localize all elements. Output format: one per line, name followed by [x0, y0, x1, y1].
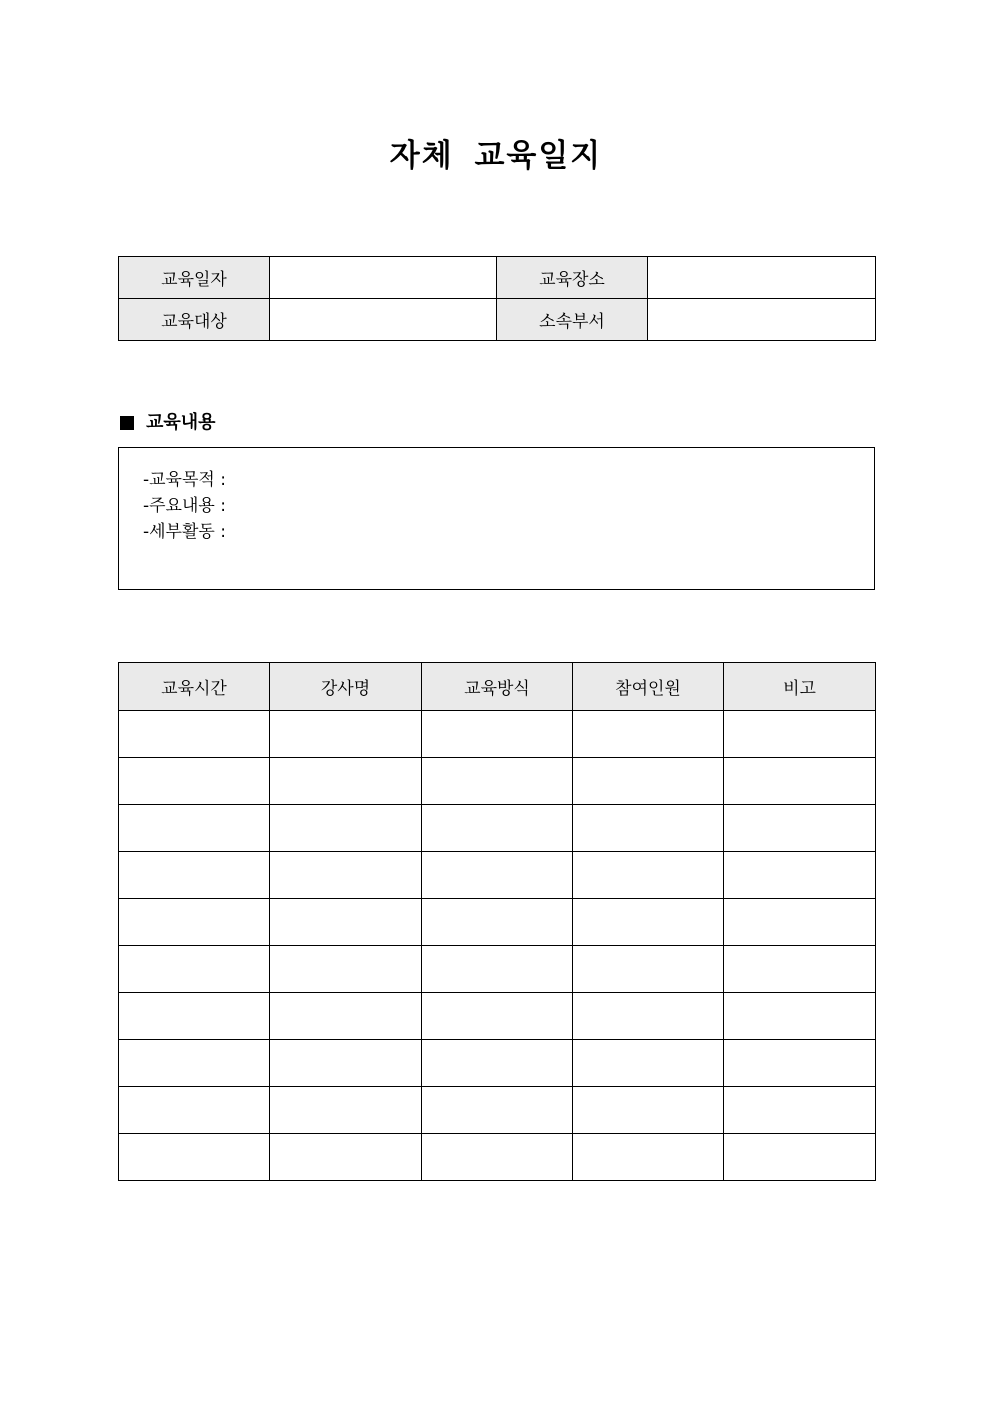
label-education-target: 교육대상 — [119, 299, 270, 341]
content-line-purpose: -교육목적 : — [143, 470, 226, 490]
header-participants: 참여인원 — [573, 663, 724, 711]
content-line-activities: -세부활동 : — [143, 522, 226, 542]
table-cell[interactable] — [724, 1040, 876, 1087]
table-row — [119, 711, 876, 758]
table-cell[interactable] — [573, 1087, 724, 1134]
section-heading — [118, 410, 216, 436]
header-instructor: 강사명 — [270, 663, 422, 711]
table-cell[interactable] — [119, 1134, 270, 1181]
table-cell[interactable] — [573, 852, 724, 899]
table-cell[interactable] — [422, 805, 573, 852]
table-cell[interactable] — [119, 852, 270, 899]
table-cell[interactable] — [422, 852, 573, 899]
table-cell[interactable] — [724, 1087, 876, 1134]
table-row — [119, 805, 876, 852]
info-row — [119, 299, 876, 341]
table-cell[interactable] — [422, 1134, 573, 1181]
table-row — [119, 1040, 876, 1087]
table-cell[interactable] — [724, 993, 876, 1040]
label-education-date: 교육일자 — [119, 257, 270, 299]
table-cell[interactable] — [270, 899, 422, 946]
table-cell[interactable] — [573, 711, 724, 758]
table-cell[interactable] — [119, 805, 270, 852]
field-education-date[interactable] — [270, 257, 497, 299]
label-education-place: 교육장소 — [497, 257, 648, 299]
header-education-time: 교육시간 — [119, 663, 270, 711]
table-cell[interactable] — [119, 993, 270, 1040]
field-department[interactable] — [648, 299, 876, 341]
label-department: 소속부서 — [497, 299, 648, 341]
table-cell[interactable] — [119, 899, 270, 946]
table-cell[interactable] — [270, 852, 422, 899]
schedule-header-row — [119, 663, 876, 711]
table-cell[interactable] — [573, 805, 724, 852]
table-cell[interactable] — [422, 1087, 573, 1134]
table-row — [119, 852, 876, 899]
table-row — [119, 758, 876, 805]
table-cell[interactable] — [573, 946, 724, 993]
table-cell[interactable] — [119, 758, 270, 805]
table-cell[interactable] — [119, 946, 270, 993]
table-cell[interactable] — [422, 711, 573, 758]
table-cell[interactable] — [422, 899, 573, 946]
field-education-place[interactable] — [648, 257, 876, 299]
table-cell[interactable] — [573, 993, 724, 1040]
table-cell[interactable] — [270, 711, 422, 758]
table-cell[interactable] — [270, 805, 422, 852]
header-method: 교육방식 — [422, 663, 573, 711]
info-row — [119, 257, 876, 299]
table-row — [119, 1087, 876, 1134]
table-cell[interactable] — [573, 1134, 724, 1181]
table-cell[interactable] — [119, 1040, 270, 1087]
table-row — [119, 899, 876, 946]
table-cell[interactable] — [270, 993, 422, 1040]
table-cell[interactable] — [573, 758, 724, 805]
table-cell[interactable] — [270, 1087, 422, 1134]
table-cell[interactable] — [724, 758, 876, 805]
info-table — [118, 256, 876, 341]
table-row — [119, 1134, 876, 1181]
table-cell[interactable] — [270, 1040, 422, 1087]
table-cell[interactable] — [724, 805, 876, 852]
table-cell[interactable] — [724, 899, 876, 946]
page-title: 자체 교육일지 — [389, 138, 603, 174]
table-cell[interactable] — [422, 1040, 573, 1087]
table-cell[interactable] — [573, 899, 724, 946]
square-bullet-icon — [120, 416, 134, 430]
table-cell[interactable] — [573, 1040, 724, 1087]
content-line-main: -주요내용 : — [143, 496, 226, 516]
table-cell[interactable] — [270, 946, 422, 993]
schedule-table — [118, 662, 876, 1181]
table-cell[interactable] — [422, 993, 573, 1040]
table-cell[interactable] — [724, 711, 876, 758]
table-cell[interactable] — [270, 758, 422, 805]
table-row — [119, 946, 876, 993]
table-cell[interactable] — [119, 1087, 270, 1134]
education-content-box[interactable] — [118, 447, 875, 590]
table-cell[interactable] — [422, 758, 573, 805]
field-education-target[interactable] — [270, 299, 497, 341]
table-cell[interactable] — [724, 1134, 876, 1181]
section-heading-label: 교육내용 — [146, 412, 216, 433]
table-cell[interactable] — [119, 711, 270, 758]
table-row — [119, 993, 876, 1040]
table-cell[interactable] — [422, 946, 573, 993]
content-lines — [143, 467, 226, 545]
header-remarks: 비고 — [724, 663, 876, 711]
table-cell[interactable] — [270, 1134, 422, 1181]
table-cell[interactable] — [724, 852, 876, 899]
table-cell[interactable] — [724, 946, 876, 993]
